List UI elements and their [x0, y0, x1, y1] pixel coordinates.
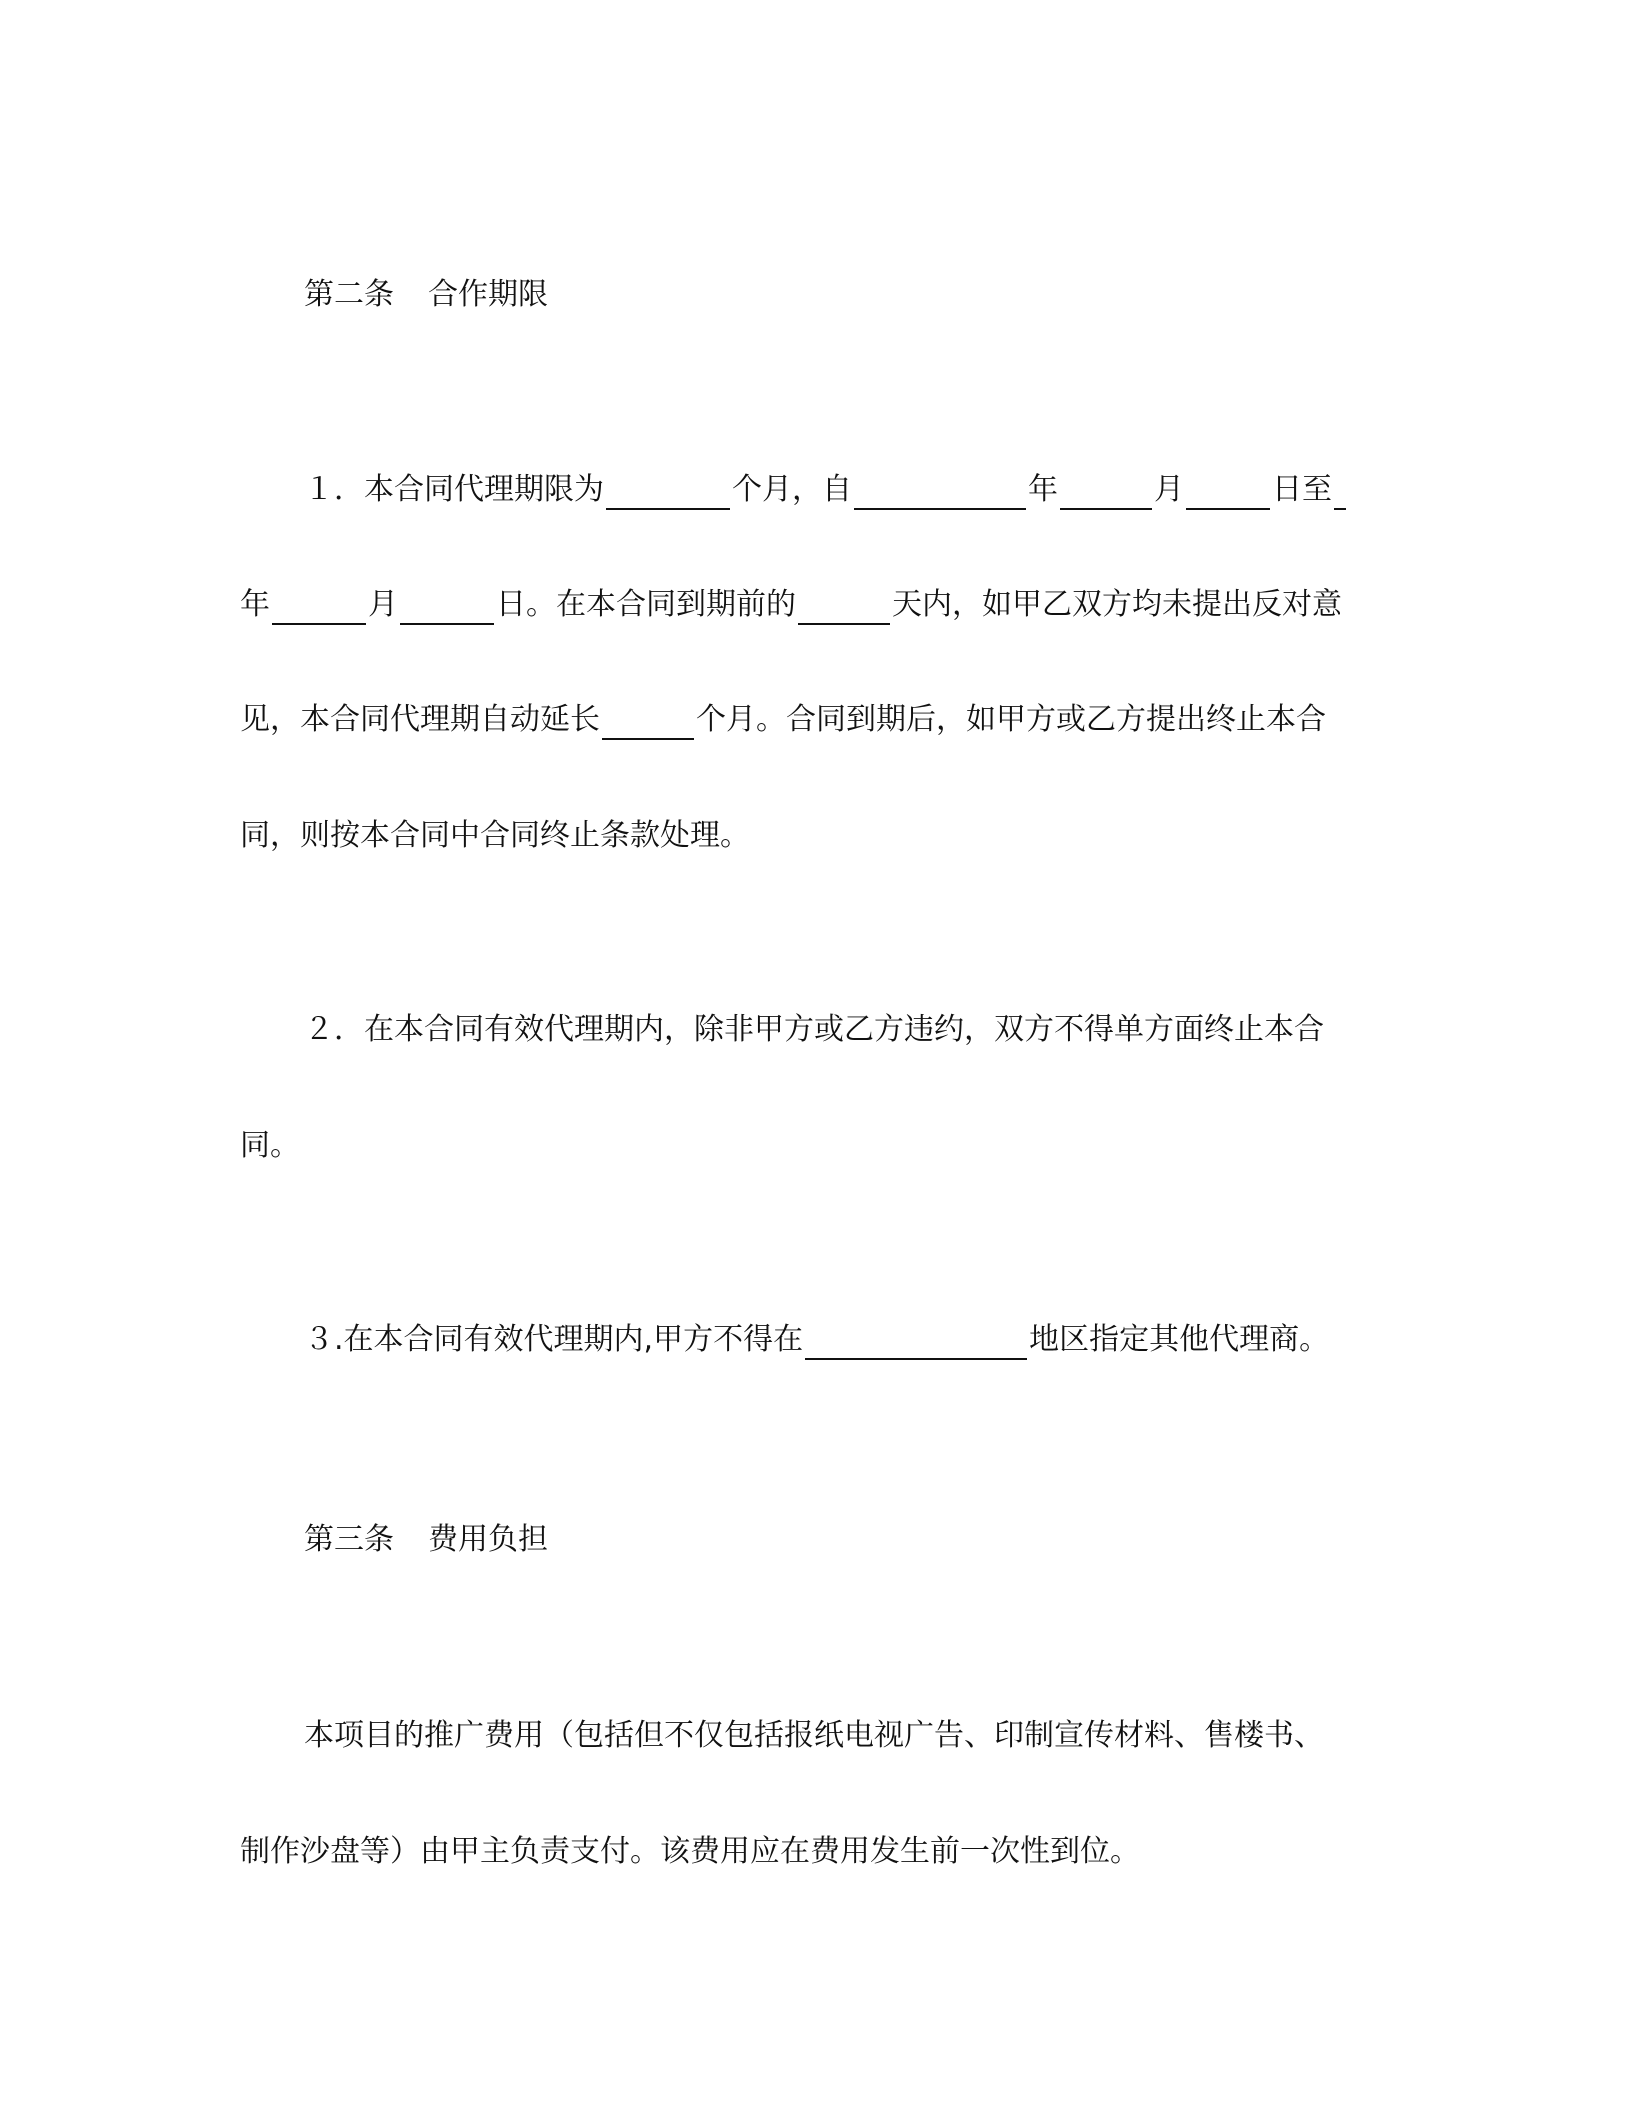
blank-field-months[interactable]	[606, 474, 730, 510]
clause-1-line-2	[240, 585, 1390, 625]
blank-field-region[interactable]	[805, 1324, 1027, 1360]
clause-1-line-3	[240, 700, 1390, 740]
clause-1-text: 同，则按本合同中合同终止条款处理。	[240, 818, 750, 853]
article-3-paragraph-line-1	[240, 1716, 1454, 1756]
clause-2-text: ２．在本合同有效代理期内，除非甲方或乙方违约，双方不得单方面终止本合	[304, 1012, 1324, 1047]
blank-field-end-day[interactable]	[400, 589, 494, 625]
article-3-title: 费用负担	[428, 1522, 548, 1557]
clause-1-text: 日。在本合同到期前的	[496, 587, 796, 622]
blank-field-start-year[interactable]	[854, 474, 1026, 510]
clause-2-text: 同。	[240, 1128, 300, 1163]
clause-1-text: 个月，自	[732, 472, 852, 507]
blank-field-notice-days[interactable]	[798, 589, 890, 625]
article-2-number: 第二条	[304, 277, 394, 312]
blank-field-end-month[interactable]	[272, 589, 366, 625]
blank-field-start-month[interactable]	[1060, 474, 1152, 510]
clause-1-line-4	[240, 816, 1390, 856]
blank-field-extension-months[interactable]	[602, 704, 694, 740]
clause-3-text: ３.在本合同有效代理期内,甲方不得在	[304, 1322, 804, 1357]
blank-field-end-year[interactable]	[1334, 474, 1346, 510]
clause-1-text: 年	[240, 587, 270, 622]
blank-field-start-day[interactable]	[1186, 474, 1270, 510]
clause-2-line-2	[240, 1126, 1390, 1166]
clause-1-line-1	[240, 470, 1454, 510]
clause-3-line-1	[240, 1320, 1454, 1360]
article-3-number: 第三条	[304, 1522, 394, 1557]
clause-1-text: 月	[1154, 472, 1184, 507]
clause-1-text: 日至	[1272, 472, 1332, 507]
clause-1-text: 天内，如甲乙双方均未提出反对意	[892, 587, 1342, 622]
clause-1-text: 个月。合同到期后，如甲方或乙方提出终止本合	[696, 702, 1326, 737]
article-3-text: 本项目的推广费用（包括但不仅包括报纸电视广告、印制宣传材料、售楼书、	[304, 1718, 1324, 1753]
clause-1-text: 见，本合同代理期自动延长	[240, 702, 600, 737]
clause-1-text: 月	[368, 587, 398, 622]
article-2-title: 合作期限	[428, 277, 548, 312]
article-2-heading	[240, 275, 1454, 315]
clause-1-text: 年	[1028, 472, 1058, 507]
article-3-text: 制作沙盘等）由甲主负责支付。该费用应在费用发生前一次性到位。	[240, 1834, 1140, 1869]
article-3-heading	[240, 1520, 1454, 1560]
clause-2-line-1	[240, 1010, 1454, 1050]
article-3-paragraph-line-2	[240, 1832, 1390, 1872]
clause-3-text: 地区指定其他代理商。	[1029, 1322, 1330, 1357]
clause-1-text: １．本合同代理期限为	[304, 472, 604, 507]
